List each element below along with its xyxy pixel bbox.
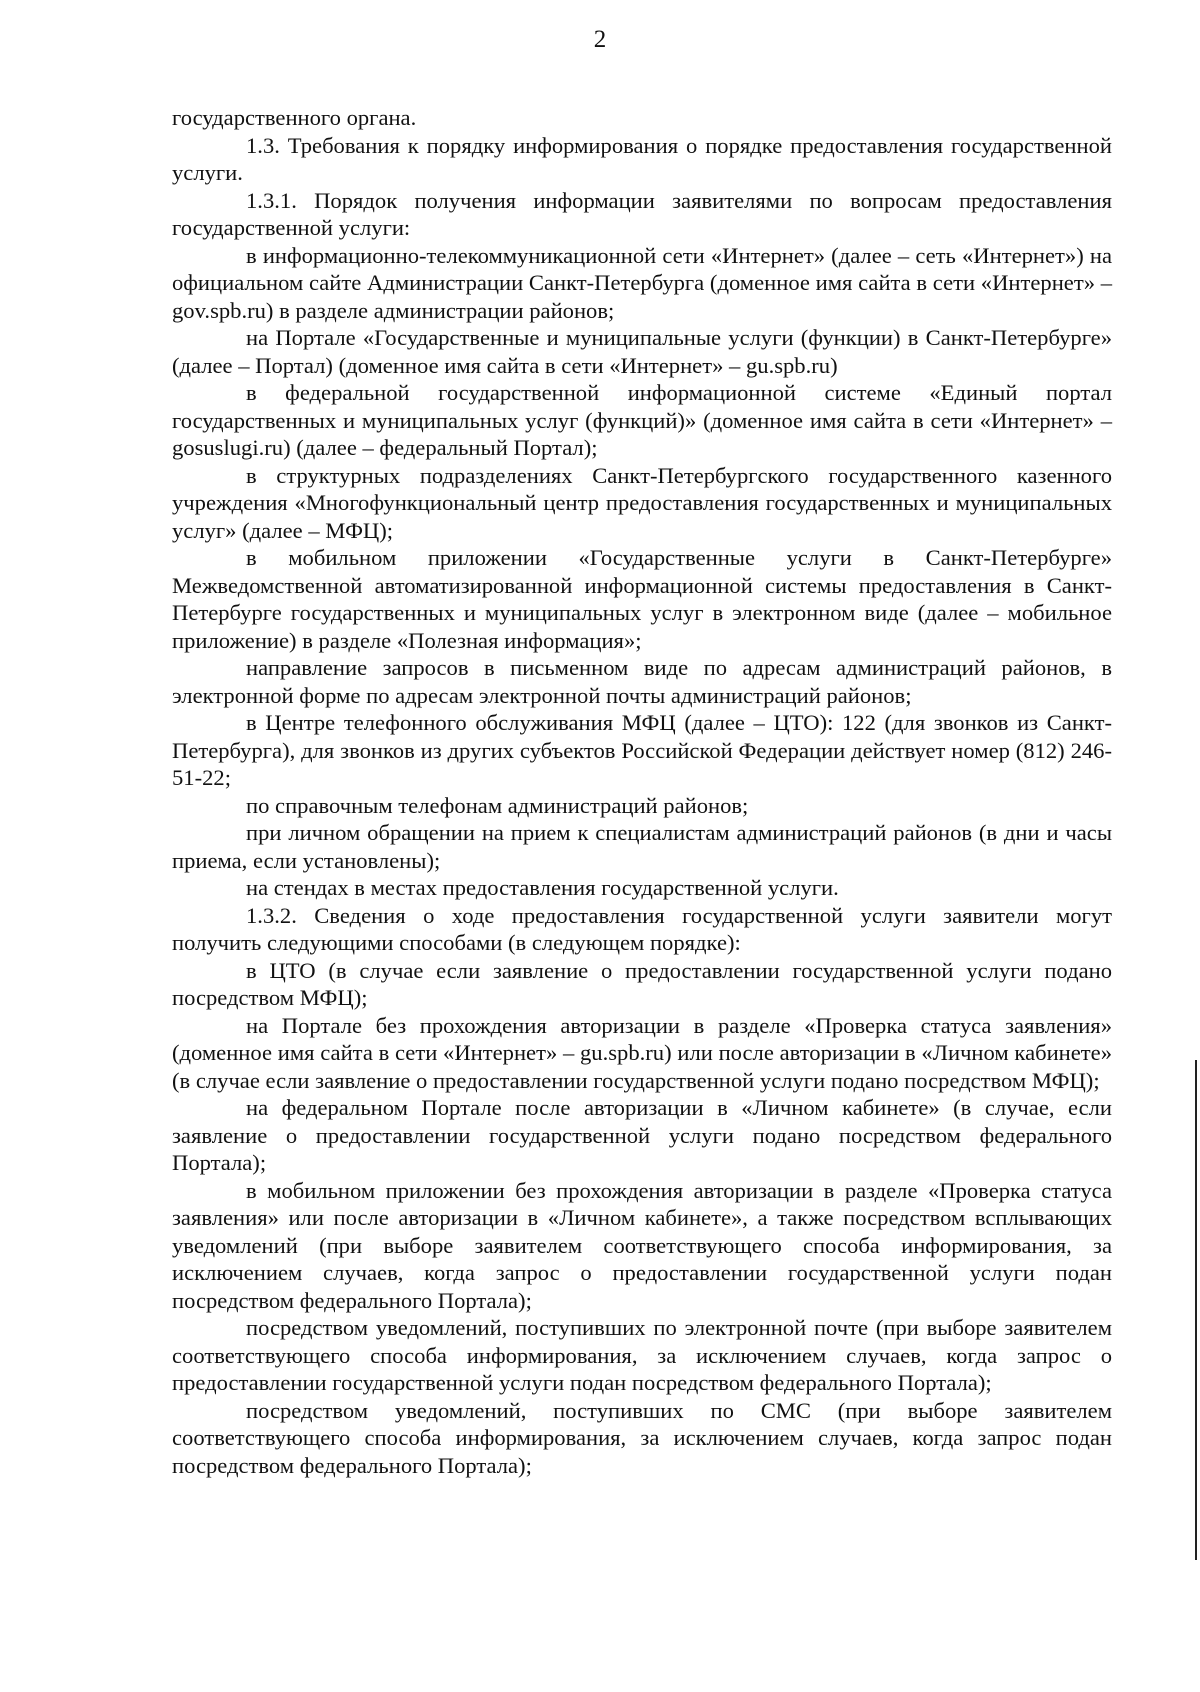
paragraph: в структурных подразделениях Санкт-Петербургского государственного казенного учреждения «Многофункциональный центр предоставления государственных и муниципальных услуг» (далее – МФЦ); xyxy=(172,462,1112,543)
paragraph: 1.3.2. Сведения о ходе предоставления государственной услуги заявители могут получить следующими способами (в следующем порядке): xyxy=(172,902,1112,955)
paragraph: на Портале «Государственные и муниципальные услуги (функции) в Санкт-Петербурге» (далее – Портал) (доменное имя сайта в сети «Интернет» – gu.spb.ru) xyxy=(172,325,1112,378)
paragraph: при личном обращении на прием к специалистам администраций районов (в дни и часы приема, если установлены); xyxy=(172,820,1112,873)
paragraph: направление запросов в письменном виде по адресам администраций районов, в электронной форме по адресам электронной почты администраций районов; xyxy=(172,655,1112,708)
paragraph: посредством уведомлений, поступивших по электронной почте (при выборе заявителем соответствующего способа информирования, за исключением случаев, когда запрос о предоставлении государственной услуги подан посредством федерального Портала); xyxy=(172,1315,1112,1395)
paragraph: в мобильном приложении без прохождения авторизации в разделе «Проверка статуса заявления» или после авторизации в «Личном кабинете», а также посредством всплывающих уведомлений (при выборе заявителем соответствующего способа информирования, за исключением случаев, когда запрос о предоставлении государственной услуги подан посредством федерального Портала); xyxy=(172,1177,1112,1313)
paragraph: государственного органа. xyxy=(172,105,417,130)
paragraph: на федеральном Портале после авторизации в «Личном кабинете» (в случае, если заявление о предоставлении государственной услуги подано посредством федерального Портала); xyxy=(172,1095,1112,1175)
page-number: 2 xyxy=(593,26,607,53)
paragraph: 1.3.1. Порядок получения информации заявителями по вопросам предоставления государственной услуги: xyxy=(172,187,1112,240)
paragraph: 1.3. Требования к порядку информирования о порядке предоставления государственной услуги. xyxy=(172,132,1112,185)
paragraph: в ЦТО (в случае если заявление о предоставлении государственной услуги подано посредством МФЦ); xyxy=(172,957,1112,1010)
paragraph: в федеральной государственной информационной системе «Единый портал государственных и муниципальных услуг (функций)» (доменное имя сайта в сети «Интернет» – gosuslugi.ru) (далее – федеральный Портал); xyxy=(172,380,1112,460)
paragraph: в мобильном приложении «Государственные услуги в Санкт-Петербурге» Межведомственной автоматизированной информационной системы предоставления в Санкт-Петербурге государственных и муниципальных услуг в электронном виде (далее – мобильное приложение) в разделе «Полезная информация»; xyxy=(172,545,1112,653)
paragraph: на стендах в местах предоставления государственной услуги. xyxy=(246,875,839,900)
paragraph: на Портале без прохождения авторизации в разделе «Проверка статуса заявления» (доменное имя сайта в сети «Интернет» – gu.spb.ru) или после авторизации в «Личном кабинете» (в случае если заявление о предоставлении государственной услуги подано посредством МФЦ); xyxy=(172,1012,1112,1093)
paragraph: в Центре телефонного обслуживания МФЦ (далее – ЦТО): 122 (для звонков из Санкт-Петербурга), для звонков из других субъектов Российской Федерации действует номер (812) 246-51-22; xyxy=(172,710,1112,790)
scan-margin-line xyxy=(1195,1060,1197,1560)
paragraph: посредством уведомлений, поступивших по СМС (при выборе заявителем соответствующего способа информирования, за исключением случаев, когда запрос подан посредством федерального Портала); xyxy=(172,1397,1112,1478)
document-body xyxy=(172,104,1112,1479)
paragraph: по справочным телефонам администраций районов; xyxy=(246,792,749,818)
paragraph: в информационно-телекоммуникационной сети «Интернет» (далее – сеть «Интернет») на официальном сайте Администрации Санкт-Петербурга (доменное имя сайта в сети «Интернет» – gov.spb.ru) в разделе администрации районов; xyxy=(172,242,1112,323)
